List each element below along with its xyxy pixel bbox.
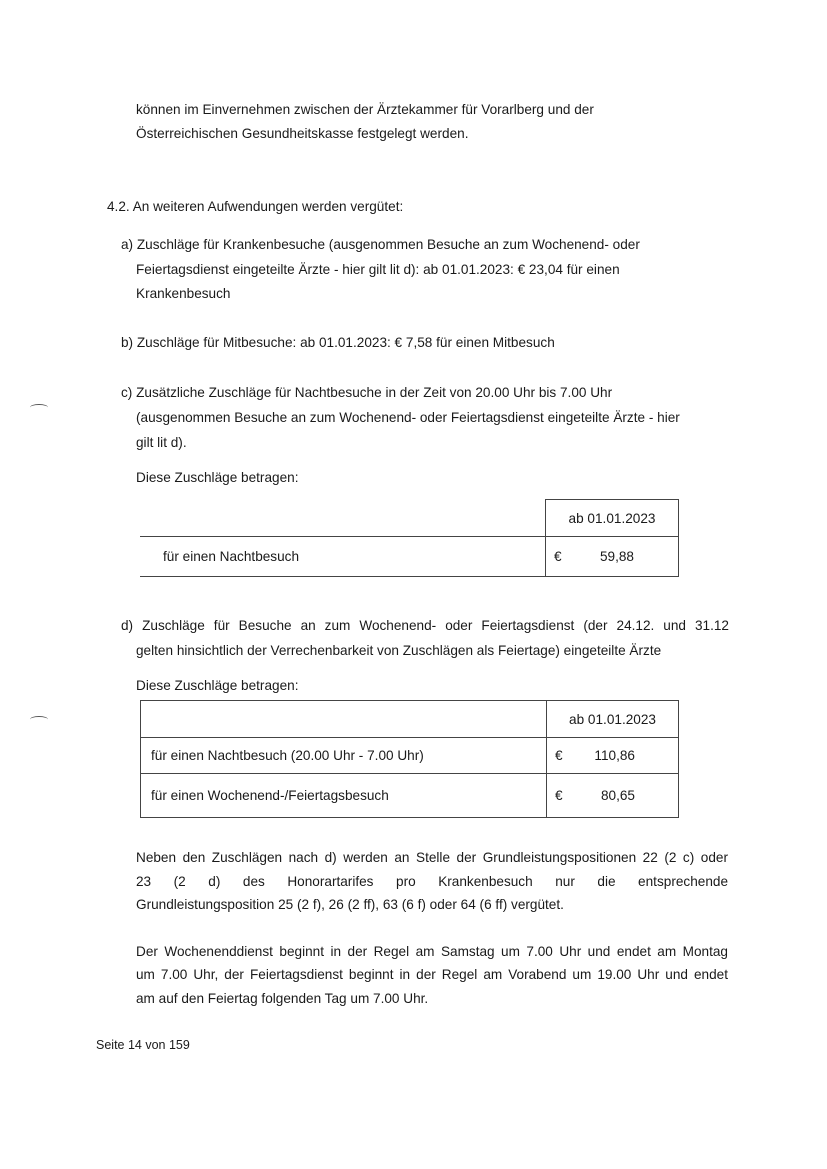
table-d-header-row — [141, 701, 679, 738]
intro-line-2: Österreichischen Gesundheitskasse festgelegt werden. — [136, 126, 469, 141]
item-a-line-1: a) Zuschläge für Krankenbesuche (ausgenommen Besuche an zum Wochenend- oder — [121, 237, 640, 252]
para-1-line-1: Neben den Zuschlägen nach d) werden an Stelle der Grundleistungspositionen 22 (2 c) oder — [136, 850, 728, 865]
currency-symbol: € — [555, 788, 563, 803]
item-c-line-2: (ausgenommen Besuche an zum Wochenend- oder Feiertagsdienst eingeteilte Ärzte - hier — [136, 410, 680, 425]
table-d-row-1-label: für einen Nachtbesuch (20.00 Uhr - 7.00 Uhr) — [141, 738, 547, 774]
item-c-line-1: c) Zusätzliche Zuschläge für Nachtbesuche in der Zeit von 20.00 Uhr bis 7.00 Uhr — [121, 385, 613, 400]
table-row — [141, 774, 679, 818]
table-c — [140, 499, 679, 577]
table-d-empty-header — [141, 701, 547, 738]
para-1-line-3: Grundleistungsposition 25 (2 f), 26 (2 ff), 63 (6 f) oder 64 (6 ff) vergütet. — [136, 897, 564, 912]
item-d-line-1: d) Zuschläge für Besuche an zum Wochenend- oder Feiertagsdienst (der 24.12. und 31.12 — [121, 618, 729, 633]
table-c-row-value — [546, 537, 679, 577]
table-d-row-1-value — [547, 738, 679, 774]
item-d-line-2: gelten hinsichtlich der Verrechenbarkeit von Zuschlägen als Feiertage) eingeteilte Ärzte — [136, 643, 662, 658]
table-d-row-2-label: für einen Wochenend-/Feiertagsbesuch — [141, 774, 547, 818]
table-row — [140, 537, 679, 577]
table-d — [140, 700, 679, 818]
punch-hole-mark — [30, 404, 48, 411]
currency-symbol: € — [555, 748, 563, 763]
table-c-empty-header — [140, 500, 546, 537]
punch-hole-mark — [30, 716, 48, 723]
page-number: Seite 14 von 159 — [96, 1038, 190, 1052]
table-c-row-label: für einen Nachtbesuch — [140, 537, 546, 577]
currency-symbol: € — [554, 549, 562, 564]
table-c-header-row — [140, 500, 679, 537]
table-d-date-header: ab 01.01.2023 — [547, 701, 679, 738]
table-c-date-header: ab 01.01.2023 — [546, 500, 679, 537]
table-d-row-2-value — [547, 774, 679, 818]
para-2-line-2: um 7.00 Uhr, der Feiertagsdienst beginnt in der Regel am Vorabend um 19.00 Uhr und endet — [136, 967, 728, 982]
item-b-line-1: b) Zuschläge für Mitbesuche: ab 01.01.2023: € 7,58 für einen Mitbesuch — [121, 335, 555, 350]
intro-line-1: können im Einvernehmen zwischen der Ärztekammer für Vorarlberg und der — [136, 102, 594, 117]
para-2-line-3: am auf den Feiertag folgenden Tag um 7.00 Uhr. — [136, 991, 429, 1006]
item-d-subheading: Diese Zuschläge betragen: — [136, 678, 299, 693]
amount-value: 110,86 — [594, 748, 635, 763]
section-heading: 4.2. An weiteren Aufwendungen werden vergütet: — [107, 199, 404, 214]
item-a-line-3: Krankenbesuch — [136, 286, 231, 301]
para-1-line-2: 23 (2 d) des Honorartarifes pro Krankenbesuch nur die entsprechende — [136, 874, 728, 889]
table-row — [141, 738, 679, 774]
para-2-line-1: Der Wochenenddienst beginnt in der Regel am Samstag um 7.00 Uhr und endet am Montag — [136, 944, 728, 959]
amount-value: 59,88 — [599, 549, 634, 564]
item-c-line-3: gilt lit d). — [136, 435, 187, 450]
item-a-line-2: Feiertagsdienst eingeteilte Ärzte - hier gilt lit d): ab 01.01.2023: € 23,04 für einen — [136, 262, 620, 277]
amount-value: 80,65 — [600, 788, 635, 803]
item-c-subheading: Diese Zuschläge betragen: — [136, 470, 299, 485]
